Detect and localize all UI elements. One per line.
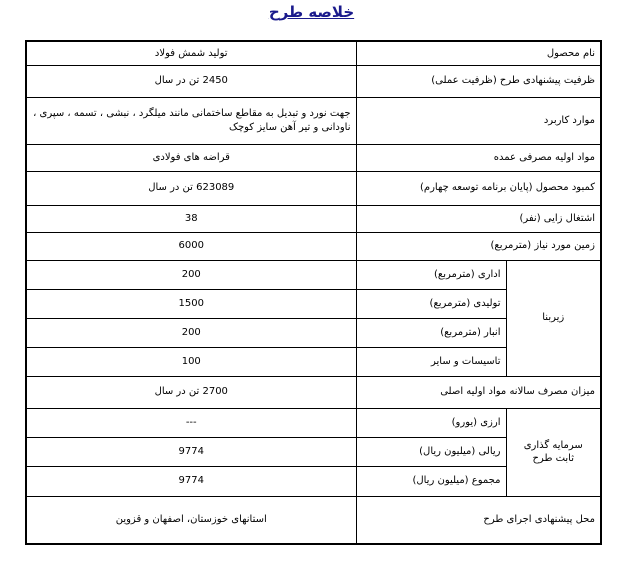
table-row [26, 376, 601, 408]
label-infra-facilities: تاسیسات و سایر [356, 347, 506, 376]
label-raw-material: مواد اولیه مصرفی عمده [356, 144, 601, 171]
table-row [26, 97, 601, 144]
document-title-wrap [0, 2, 623, 21]
table-row [26, 408, 601, 437]
label-land-area: زمین مورد نیاز (مترمربع) [356, 232, 601, 260]
value-product-shortage: 623089 تن در سال [26, 171, 356, 205]
label-fixed-investment [506, 408, 601, 496]
label-infra-office: اداری (مترمربع) [356, 260, 506, 289]
value-annual-raw-consumption: 2700 تن در سال [26, 376, 356, 408]
value-proposed-location: استانهای خوزستان، اصفهان و قزوین [26, 496, 356, 544]
label-product-shortage: کمبود محصول (پایان برنامه توسعه چهارم) [356, 171, 601, 205]
label-fixed-investment-line2: ثابت طرح [532, 453, 575, 464]
summary-table [25, 40, 602, 545]
table-row [26, 65, 601, 97]
value-infra-production: 1500 [26, 289, 356, 318]
label-applications: موارد کاربرد [356, 97, 601, 144]
value-infra-office: 200 [26, 260, 356, 289]
table-row [26, 232, 601, 260]
label-invest-rial: ریالی (میلیون ریال) [356, 437, 506, 466]
table-row [26, 205, 601, 232]
table-row [26, 171, 601, 205]
label-fixed-investment-line1: سرمایه گذاری [523, 439, 583, 451]
label-invest-total: مجموع (میلیون ریال) [356, 466, 506, 496]
value-employment: 38 [26, 205, 356, 232]
value-capacity: 2450 تن در سال [26, 65, 356, 97]
label-employment: اشتغال زایی (نفر) [356, 205, 601, 232]
label-capacity: ظرفیت پیشنهادی طرح (ظرفیت عملی) [356, 65, 601, 97]
label-annual-raw-consumption: میزان مصرف سالانه مواد اولیه اصلی [356, 376, 601, 408]
value-invest-rial: 9774 [26, 437, 356, 466]
label-product-name: نام محصول [356, 41, 601, 65]
label-infrastructure: زیربنا [506, 260, 601, 376]
value-product-name: تولید شمش فولاد [26, 41, 356, 65]
label-infra-warehouse: انبار (مترمربع) [356, 318, 506, 347]
label-proposed-location: محل پیشنهادی اجرای طرح [356, 496, 601, 544]
value-infra-warehouse: 200 [26, 318, 356, 347]
value-infra-facilities: 100 [26, 347, 356, 376]
document-title: خلاصه طرح [268, 3, 355, 21]
value-raw-material: قراضه های فولادی [26, 144, 356, 171]
value-invest-total: 9774 [26, 466, 356, 496]
table-row [26, 496, 601, 544]
value-invest-foreign: --- [26, 408, 356, 437]
label-infra-production: تولیدی (مترمربع) [356, 289, 506, 318]
label-invest-foreign: ارزی (یورو) [356, 408, 506, 437]
table-row [26, 144, 601, 171]
value-applications: جهت نورد و تبدیل به مقاطع ساختمانی مانند میلگرد ، نبشی ، تسمه ، سپری ، ناودانی و تیر آهن سایز کوچک [26, 97, 356, 144]
table-row [26, 260, 601, 289]
value-land-area: 6000 [26, 232, 356, 260]
table-row [26, 41, 601, 65]
